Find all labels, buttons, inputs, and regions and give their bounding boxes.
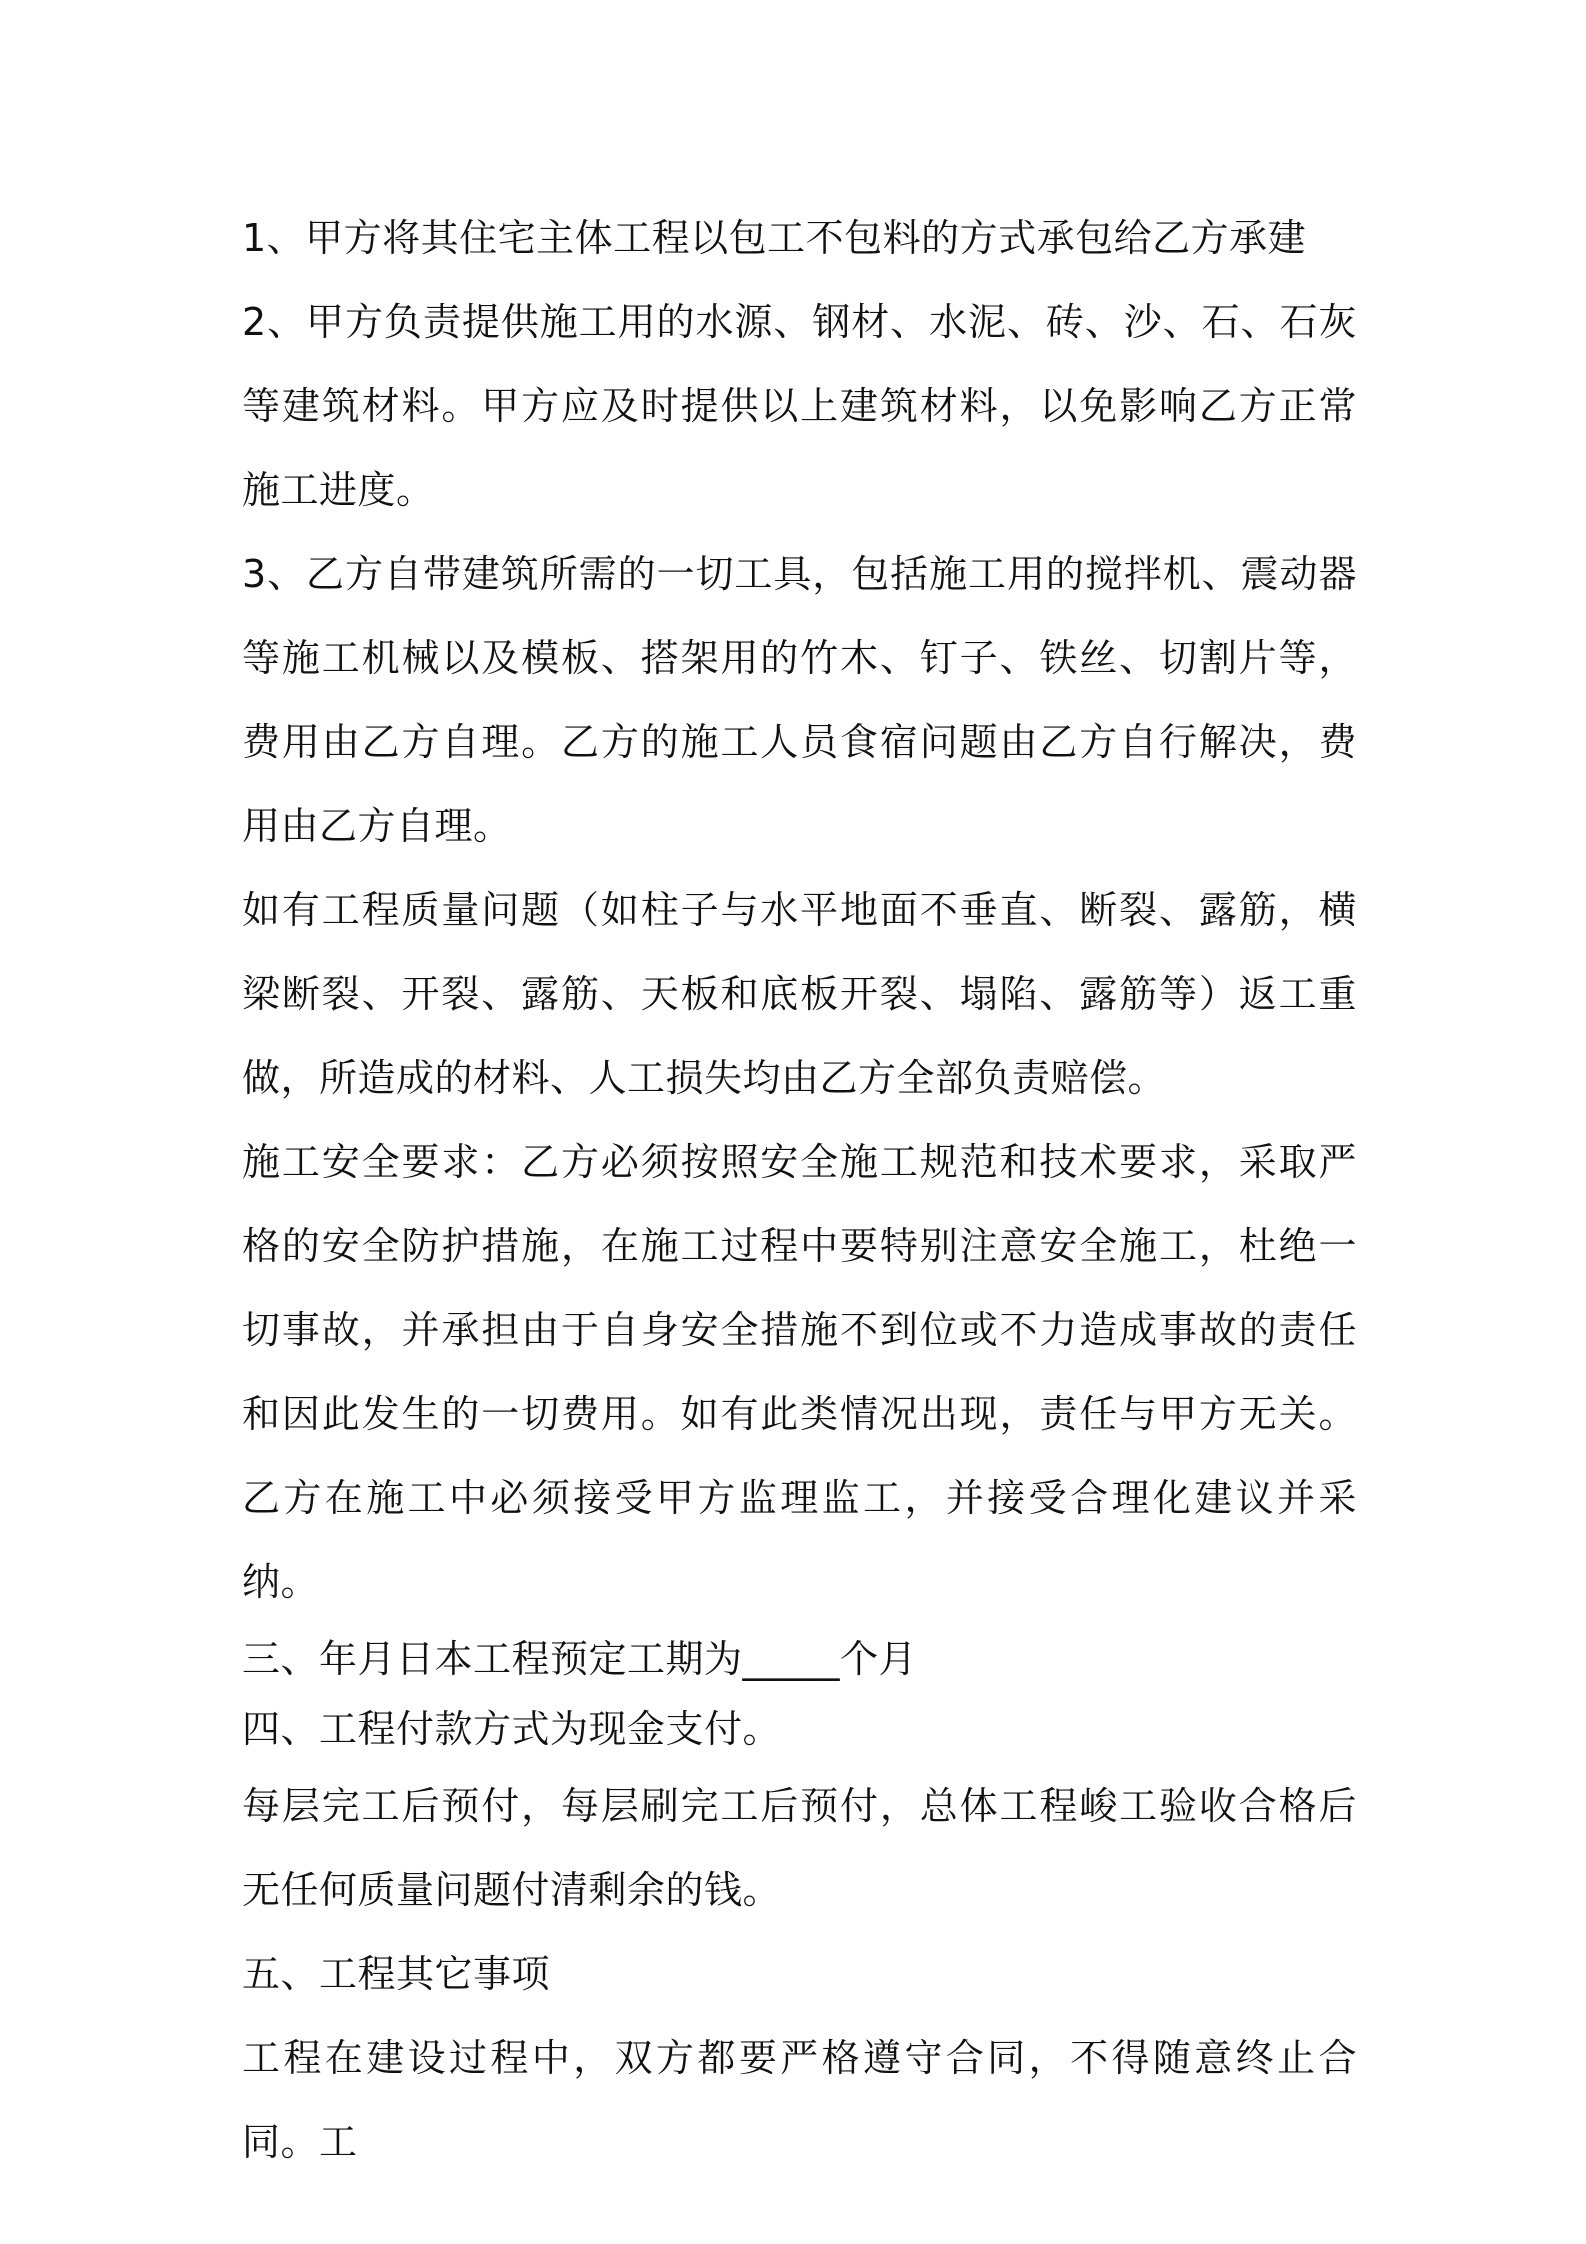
paragraph-quality-issues: 如有工程质量问题（如柱子与水平地面不垂直、断裂、露筋，横梁断裂、开裂、露筋、天板和底板开裂、塌陷、露筋等）返工重做，所造成的材料、人工损失均由乙方全部负责赔偿。 [242, 888, 1357, 1100]
paragraph-section-3-duration: 三、年月日本工程预定工期为_____个月 [242, 1637, 918, 1681]
paragraph-safety-requirements: 施工安全要求：乙方必须按照安全施工规范和技术要求，采取严格的安全防护措施，在施工过程中要特别注意安全施工，杜绝一切事故，并承担由于自身安全措施不到位或不力造成事故的责任和因此发生的一切费用。如有此类情况出现，责任与甲方无关。乙方在施工中必须接受甲方监理监工，并接受合理化建议并采纳。 [242, 1140, 1357, 1604]
document-body [242, 196, 1357, 2184]
paragraph-clause-2: 2、甲方负责提供施工用的水源、钢材、水泥、砖、沙、石、石灰等建筑材料。甲方应及时提供以上建筑材料，以免影响乙方正常施工进度。 [242, 300, 1357, 512]
paragraph-payment-schedule: 每层完工后预付，每层刷完工后预付，总体工程峻工验收合格后无任何质量问题付清剩余的钱。 [242, 1784, 1357, 1912]
paragraph-clause-1: 1、甲方将其住宅主体工程以包工不包料的方式承包给乙方承建 [242, 216, 1307, 260]
paragraph-clause-3: 3、乙方自带建筑所需的一切工具，包括施工用的搅拌机、震动器等施工机械以及模板、搭架用的竹木、钉子、铁丝、切割片等，费用由乙方自理。乙方的施工人员食宿问题由乙方自行解决，费用由乙方自理。 [242, 552, 1357, 848]
paragraph-section-4-payment: 四、工程付款方式为现金支付。 [242, 1707, 782, 1751]
paragraph-section-5-other: 五、工程其它事项 [242, 1952, 551, 1996]
paragraph-contract-compliance: 工程在建设过程中，双方都要严格遵守合同，不得随意终止合同。工 [242, 2036, 1357, 2164]
